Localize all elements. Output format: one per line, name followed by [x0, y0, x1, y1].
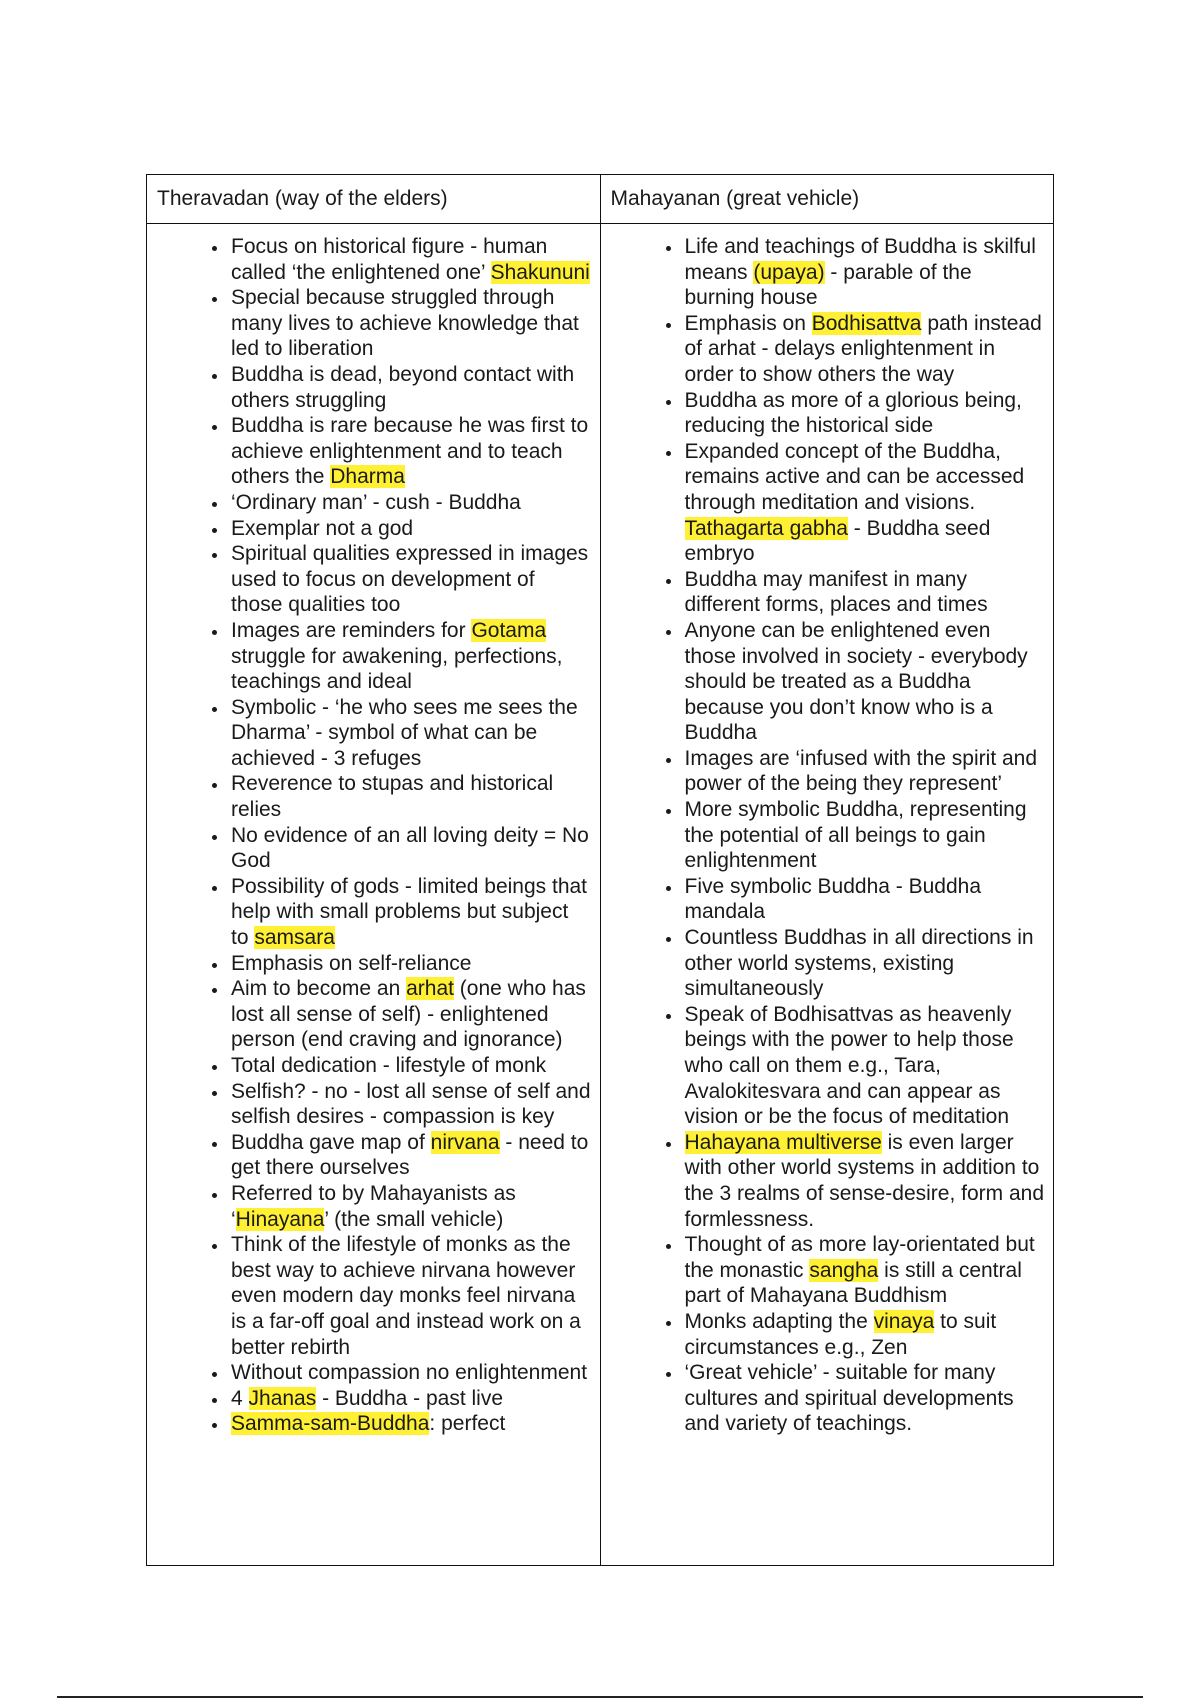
highlighted-term: Bodhisattva	[811, 311, 922, 335]
list-item-text: Think of the lifestyle of monks as the best way to achieve nirvana however even modern day monks feel nirvana is a far-off goal and instead work on a better rebirth	[231, 1233, 581, 1359]
header-theravadan: Theravadan (way of the elders)	[147, 175, 601, 224]
header-mahayanan: Mahayanan (great vehicle)	[600, 175, 1054, 224]
list-item	[683, 567, 1046, 618]
list-item-text: - parable of the burning house	[684, 260, 972, 310]
highlighted-term: samsara	[254, 926, 335, 950]
list-item	[683, 1232, 1046, 1309]
list-item	[683, 874, 1046, 925]
list-item-text: Special because struggled through many lives to achieve knowledge that led to liberation	[231, 286, 579, 361]
highlighted-term: nirvana	[430, 1130, 500, 1154]
list-item-text: Possibility of gods - limited beings that help with small problems but subject to	[231, 874, 588, 950]
mahayanan-cell	[600, 224, 1054, 1566]
list-item	[229, 951, 592, 977]
highlighted-term: Samma-sam-Buddha	[231, 1412, 430, 1436]
list-item	[229, 490, 592, 516]
list-item-text: struggle for awakening, perfections, teachings and ideal	[231, 644, 563, 694]
list-item-text: Exemplar not a god	[231, 516, 414, 540]
list-item-text: Thought of as more lay-orientated but the monastic	[684, 1233, 1035, 1282]
list-item	[229, 1130, 592, 1181]
list-item-text: Referred to by Mahayanists as ‘	[231, 1181, 516, 1231]
list-item-text: - need to get there ourselves	[231, 1130, 589, 1180]
list-item-text: Expanded concept of the Buddha, remains active and can be accessed through meditation and visions.	[684, 439, 1025, 514]
list-item	[229, 618, 592, 695]
list-item	[229, 771, 592, 822]
highlighted-term: Tathagarta gabha	[684, 516, 848, 540]
list-item-text: Focus on historical figure - human called ‘the enlightened one’	[231, 235, 548, 284]
theravadan-cell	[147, 224, 601, 1566]
list-item-text: - Buddha - past live	[316, 1386, 503, 1410]
page-bottom-rule	[57, 1696, 1143, 1698]
list-item-text: Buddha gave map of	[231, 1130, 431, 1154]
list-item	[229, 516, 592, 542]
table-header-row	[147, 175, 1054, 224]
list-item	[229, 362, 592, 413]
list-item	[229, 285, 592, 362]
list-item-text: Five symbolic Buddha - Buddha mandala	[684, 874, 981, 924]
list-item-text: Life and teachings of Buddha is skilful means	[684, 235, 1036, 284]
list-item-text: is still a central part of Mahayana Buddhism	[684, 1258, 1022, 1308]
list-item-text: : perfect	[429, 1412, 506, 1436]
list-item	[683, 388, 1046, 439]
list-item-text: - Buddha seed embryo	[684, 516, 991, 566]
highlighted-term: Shakununi	[490, 260, 590, 284]
list-item	[683, 797, 1046, 874]
highlighted-term: Gotama	[471, 618, 547, 642]
highlighted-term: vinaya	[873, 1309, 935, 1333]
list-item	[683, 1309, 1046, 1360]
list-item	[229, 823, 592, 874]
list-item-text: Monks adapting the	[684, 1309, 874, 1333]
highlighted-term: Jhanas	[248, 1386, 317, 1410]
highlighted-term: (upaya)	[753, 260, 825, 284]
list-item-text: Buddha as more of a glorious being, reducing the historical side	[684, 388, 1022, 438]
list-item	[229, 976, 592, 1053]
list-item	[229, 695, 592, 772]
table-body-row	[147, 224, 1054, 1566]
highlighted-term: Dharma	[330, 465, 405, 489]
highlighted-term: arhat	[406, 977, 454, 1001]
highlighted-term: Hinayana	[235, 1207, 325, 1231]
list-item	[683, 439, 1046, 567]
list-item	[683, 1360, 1046, 1437]
list-item	[683, 1002, 1046, 1130]
list-item	[683, 925, 1046, 1002]
highlighted-term: sangha	[809, 1258, 879, 1282]
list-item-text: More symbolic Buddha, representing the potential of all beings to gain enlightenment	[684, 798, 1027, 873]
list-item	[229, 1411, 592, 1437]
list-item	[229, 1360, 592, 1386]
list-item	[229, 1386, 592, 1412]
list-item-text: Speak of Bodhisattvas as heavenly beings with the power to help those who call on them e.g., Tara, Avalokitesvara and can appear as vision or be the focus of meditation	[684, 1002, 1014, 1129]
list-item-text: path instead of arhat - delays enlightenment in order to show others the way	[684, 311, 1042, 386]
list-item	[229, 874, 592, 951]
list-item-text: ‘Great vehicle’ - suitable for many cultures and spiritual developments and variety of teachings.	[684, 1361, 1014, 1436]
list-item-text: Emphasis on	[684, 311, 812, 335]
list-item-text: Total dedication - lifestyle of monk	[231, 1054, 547, 1077]
comparison-table	[146, 174, 1054, 1566]
list-item	[683, 618, 1046, 746]
highlighted-term: Hahayana multiverse	[684, 1130, 882, 1154]
list-item-text: Images are reminders for	[231, 618, 472, 642]
list-item-text: No evidence of an all loving deity = No God	[231, 823, 589, 873]
list-item-text: Buddha is dead, beyond contact with others struggling	[231, 362, 575, 412]
list-item	[683, 311, 1046, 388]
list-item-text: Selfish? - no - lost all sense of self and selfish desires - compassion is key	[231, 1079, 591, 1129]
list-item-text: Buddha is rare because he was first to achieve enlightenment and to teach others the	[231, 414, 589, 489]
list-item-text: Anyone can be enlightened even those involved in society - everybody should be treated as a Buddha because you don’t know who is a Buddha	[684, 618, 1028, 745]
list-item-text: ‘Ordinary man’ - cush - Buddha	[231, 490, 521, 514]
list-item-text: Emphasis on self-reliance	[231, 951, 472, 975]
list-item	[683, 746, 1046, 797]
list-item-text: (one who has lost all sense of self) - enlightened person (end craving and ignorance)	[231, 977, 586, 1052]
list-item	[229, 1079, 592, 1130]
list-item	[229, 234, 592, 285]
list-item-text: ’ (the small vehicle)	[324, 1207, 504, 1231]
list-item-text: Spiritual qualities expressed in images used to focus on development of those qualities too	[231, 542, 589, 617]
mahayanan-list	[601, 234, 1046, 1437]
list-item-text: Countless Buddhas in all directions in other world systems, existing simultaneously	[684, 926, 1034, 1001]
list-item-text: Symbolic - ‘he who sees me sees the Dharma’ - symbol of what can be achieved - 3 refuges	[231, 695, 578, 770]
list-item	[229, 541, 592, 618]
list-item	[683, 234, 1046, 311]
list-item-text: Aim to become an	[231, 977, 407, 1001]
list-item	[229, 1181, 592, 1232]
list-item-text: Reverence to stupas and historical relies	[231, 772, 554, 822]
list-item	[683, 1130, 1046, 1232]
list-item-text: Images are ‘infused with the spirit and power of the being they represent’	[684, 746, 1038, 796]
list-item	[229, 1232, 592, 1360]
list-item	[229, 413, 592, 490]
list-item-text: is even larger with other world systems in addition to the 3 realms of sense-desire, form and formlessness.	[684, 1130, 1045, 1231]
list-item	[229, 1053, 592, 1079]
list-item-text: to suit circumstances e.g., Zen	[684, 1309, 997, 1359]
list-item-text: Buddha may manifest in many different forms, places and times	[684, 567, 988, 617]
theravadan-list	[147, 234, 592, 1437]
list-item-text: 4	[231, 1386, 249, 1410]
list-item-text: Without compassion no enlightenment	[231, 1361, 588, 1385]
